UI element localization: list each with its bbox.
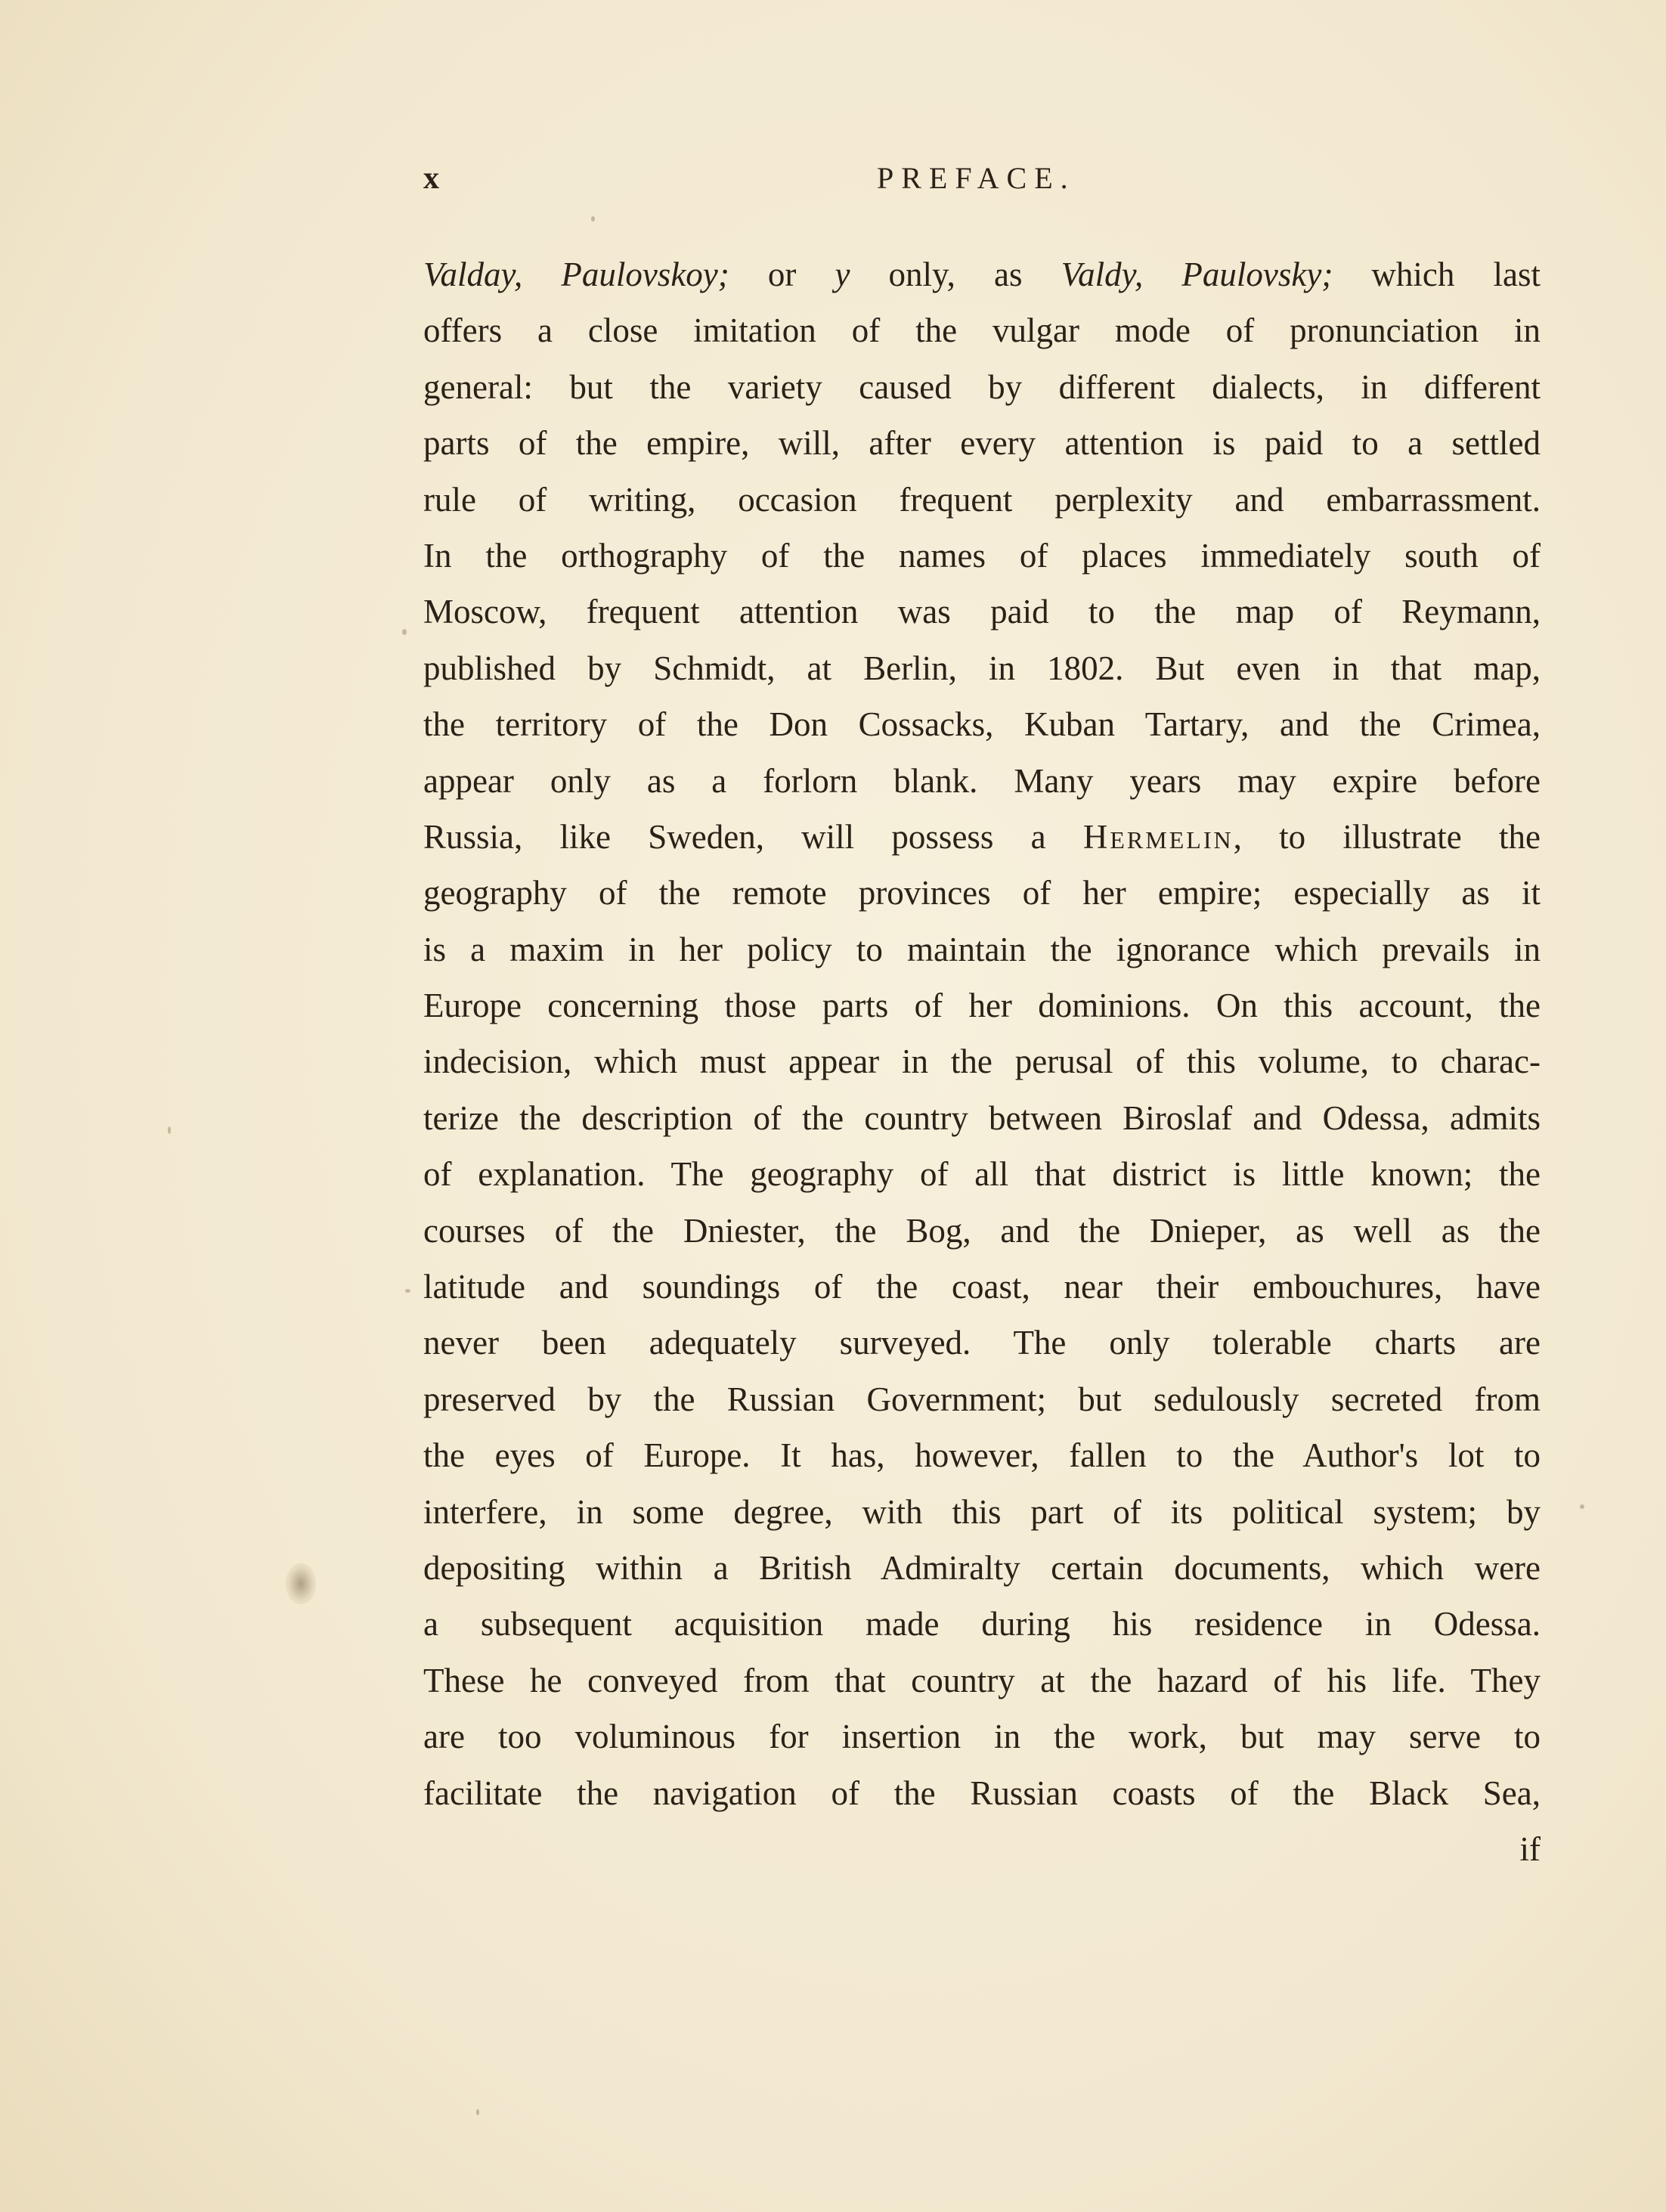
- text-segment: In the orthography of the names of places immediately south of: [423, 536, 1541, 575]
- text-line: [423, 1146, 1541, 1202]
- text-segment: are too voluminous for insertion in the work, but may serve to: [423, 1718, 1541, 1756]
- text-line: [423, 1371, 1541, 1427]
- text-segment: Valday, Paulovskoy;: [423, 256, 729, 293]
- text-segment: general: but the variety caused by different dialects, in different: [423, 367, 1541, 406]
- text-line: [423, 753, 1541, 809]
- text-segment: indecision, which must appear in the perusal of this volume, to charac-: [423, 1042, 1541, 1081]
- text-segment: interfere, in some degree, with this part of its political system; by: [423, 1492, 1541, 1531]
- text-segment: which last: [1333, 256, 1541, 293]
- paper-speck: [476, 2109, 479, 2115]
- body-text: [423, 246, 1541, 1877]
- running-head: PREFACE.: [877, 161, 1076, 195]
- text-line: [423, 1653, 1541, 1709]
- page-number: x: [423, 161, 441, 196]
- text-line: [423, 584, 1541, 640]
- text-segment: the territory of the Don Cossacks, Kuban Tartary, and the Crimea,: [423, 705, 1541, 744]
- text-segment: latitude and soundings of the coast, near their embouchures, have: [423, 1268, 1541, 1306]
- text-segment: depositing within a British Admiralty certain documents, which were: [423, 1548, 1541, 1587]
- text-line: [423, 696, 1541, 752]
- text-segment: courses of the Dniester, the Bog, and the Dnieper, as well as the: [423, 1211, 1541, 1250]
- catchword: if: [1519, 1829, 1541, 1868]
- text-segment: preserved by the Russian Government; but sedulously secreted from: [423, 1380, 1541, 1418]
- text-segment: Valdy, Paulovsky;: [1061, 256, 1333, 293]
- paper-speck: [1580, 1504, 1584, 1509]
- text-line: [423, 359, 1541, 415]
- text-segment: appear only as a forlorn blank. Many years may expire before: [423, 761, 1541, 800]
- text-line: [423, 1540, 1541, 1596]
- text-segment: Russia, like Sweden, will possess a: [423, 817, 1083, 856]
- ink-stain: [286, 1563, 316, 1604]
- text-line: [423, 1033, 1541, 1089]
- text-line: [423, 1090, 1541, 1146]
- paper-speck: [591, 216, 595, 222]
- text-segment: is a maxim in her policy to maintain the ignorance which prevails in: [423, 930, 1541, 968]
- text-line: [423, 246, 1541, 302]
- text-line: [423, 1203, 1541, 1259]
- text-segment: or: [729, 256, 835, 293]
- text-line: [423, 472, 1541, 528]
- text-segment: offers a close imitation of the vulgar mode of pronunciation in: [423, 311, 1541, 350]
- text-segment: These he conveyed from that country at the hazard of his life. They: [423, 1661, 1541, 1699]
- text-line: [423, 1484, 1541, 1540]
- text-line: [423, 1709, 1541, 1764]
- paper-speck: [405, 1289, 410, 1293]
- paper-speck: [402, 629, 407, 635]
- text-segment: parts of the empire, will, after every attention is paid to a settled: [423, 424, 1541, 463]
- text-segment: rule of writing, occasion frequent perplexity and embarrassment.: [423, 480, 1541, 519]
- text-segment: published by Schmidt, at Berlin, in 1802. But even in that map,: [423, 649, 1541, 687]
- text-line: [423, 640, 1541, 696]
- text-segment: a subsequent acquisition made during his residence in Odessa.: [423, 1605, 1541, 1644]
- text-line: [423, 528, 1541, 584]
- text-line: [423, 922, 1541, 977]
- text-segment: Hermelin: [1082, 817, 1234, 856]
- text-line: [423, 1259, 1541, 1315]
- text-segment: , to illustrate the: [1233, 817, 1541, 856]
- text-line: [423, 865, 1541, 921]
- text-line: [423, 302, 1541, 358]
- text-segment: terize the description of the country between Biroslaf and Odessa, admits: [423, 1098, 1541, 1137]
- text-segment: Moscow, frequent attention was paid to the map of Reymann,: [423, 593, 1541, 631]
- text-line: [423, 977, 1541, 1033]
- text-segment: facilitate the navigation of the Russian coasts of the Black Sea,: [423, 1774, 1541, 1812]
- text-segment: geography of the remote provinces of her empire; especially as it: [423, 874, 1541, 912]
- text-segment: y: [835, 256, 850, 293]
- text-line: [423, 415, 1541, 471]
- text-line: [423, 809, 1541, 865]
- text-line: [423, 1765, 1541, 1821]
- text-line: [423, 1427, 1541, 1483]
- text-segment: of explanation. The geography of all that district is little known; the: [423, 1155, 1541, 1194]
- text-segment: only, as: [850, 256, 1061, 293]
- paper-speck: [168, 1126, 171, 1134]
- text-segment: Europe concerning those parts of her dominions. On this account, the: [423, 987, 1541, 1025]
- text-line: [423, 1596, 1541, 1652]
- text-line: [423, 1315, 1541, 1371]
- page-header: [423, 160, 1542, 206]
- text-segment: never been adequately surveyed. The only tolerable charts are: [423, 1324, 1541, 1362]
- text-segment: the eyes of Europe. It has, however, fallen to the Author's lot to: [423, 1436, 1541, 1475]
